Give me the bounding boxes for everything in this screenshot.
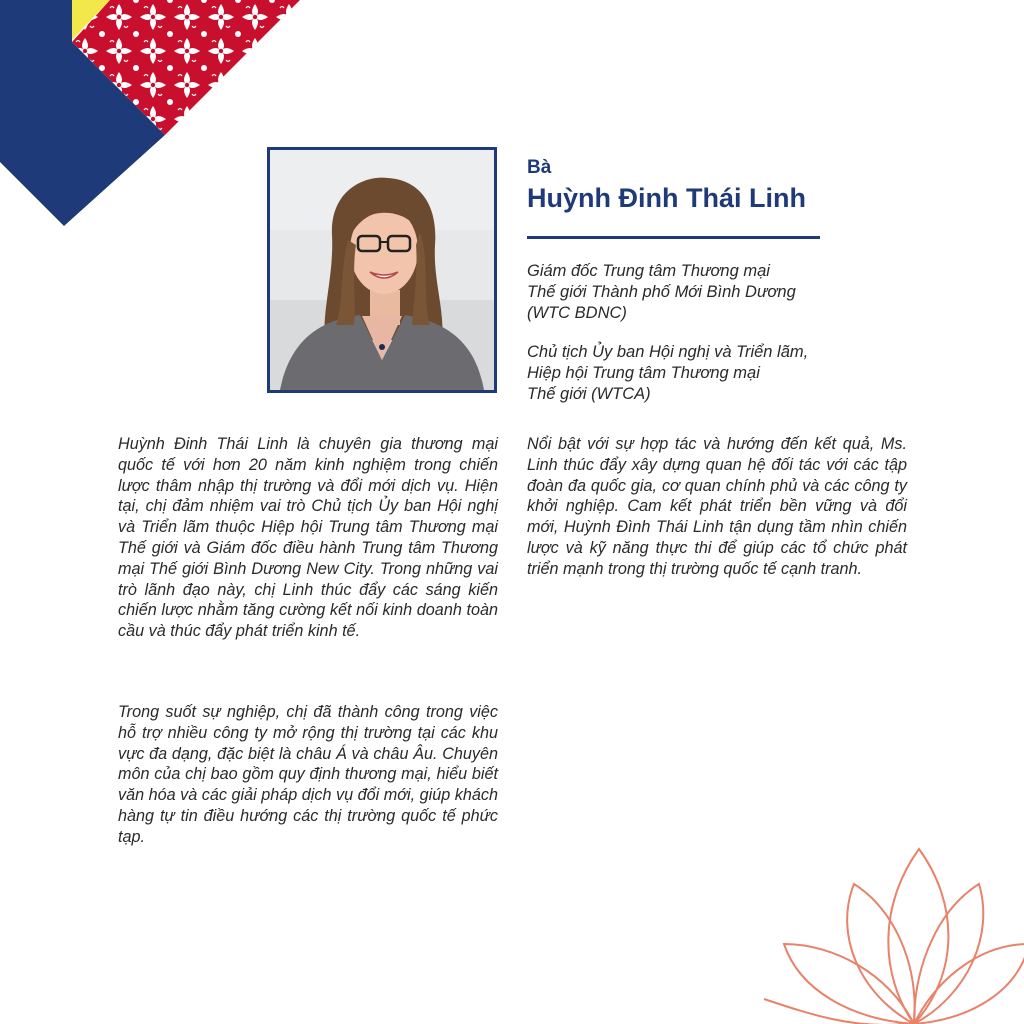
honorific: Bà [527,157,552,178]
portrait-illustration [270,150,494,390]
person-name: Huỳnh Đinh Thái Linh [527,183,806,213]
bio-paragraph-3: Nổi bật với sự hợp tác và hướng đến kết quả, Ms. Linh thúc đẩy xây dựng quan hệ đối tác với các tập đoàn đa quốc gia, cơ quan chính phủ và các công ty khởi nghiệp. Cam kết phát triển bền vững và đổi mới, Huỳnh Đình Thái Linh tận dụng tầm nhìn chiến lược và kỹ năng thực thi để giúp các tổ chức phát triển mạnh trong thị trường quốc tế cạnh tranh. [527,435,907,578]
bio-paragraph-2: Trong suốt sự nghiệp, chị đã thành công trong việc hỗ trợ nhiều công ty mở rộng thị trường tại các khu vực đa dạng, đặc biệt là châu Á và châu Âu. Chuyên môn của chị bao gồm quy định thương mại, hiểu biết văn hóa và các giải pháp dịch vụ đổi mới, giúp khách hàng tự tin điều hướng các thị trường quốc tế phức tạp. [118,703,498,846]
role-title-wtc: Giám đốc Trung tâm Thương mại Thế giới Thành phố Mới Bình Dương (WTC BDNC) [527,262,796,322]
bio-paragraph-1: Huỳnh Đinh Thái Linh là chuyên gia thương mại quốc tế với hơn 20 năm kinh nghiệm trong chiến lược thâm nhập thị trường và đổi mới dịch vụ. Hiện tại, chị đảm nhiệm vai trò Chủ tịch Ủy ban Hội nghị và Triển lãm thuộc Hiệp hội Trung tâm Thương mại Thế giới và Giám đốc điều hành Trung tâm Thương mại Thế giới Bình Dương New City. Trong những vai trò lãnh đạo này, chị Linh thúc đẩy các sáng kiến chiến lược nhằm tăng cường kết nối kinh doanh toàn cầu và thúc đẩy phát triển kinh tế. [118,435,498,641]
corner-decoration [0,0,310,240]
role-title-wtca: Chủ tịch Ủy ban Hội nghị và Triển lãm, Hiệp hội Trung tâm Thương mại Thế giới (WTCA) [527,343,809,403]
portrait-photo [267,147,497,393]
lotus-decoration [754,824,1024,1024]
name-divider [527,236,820,239]
